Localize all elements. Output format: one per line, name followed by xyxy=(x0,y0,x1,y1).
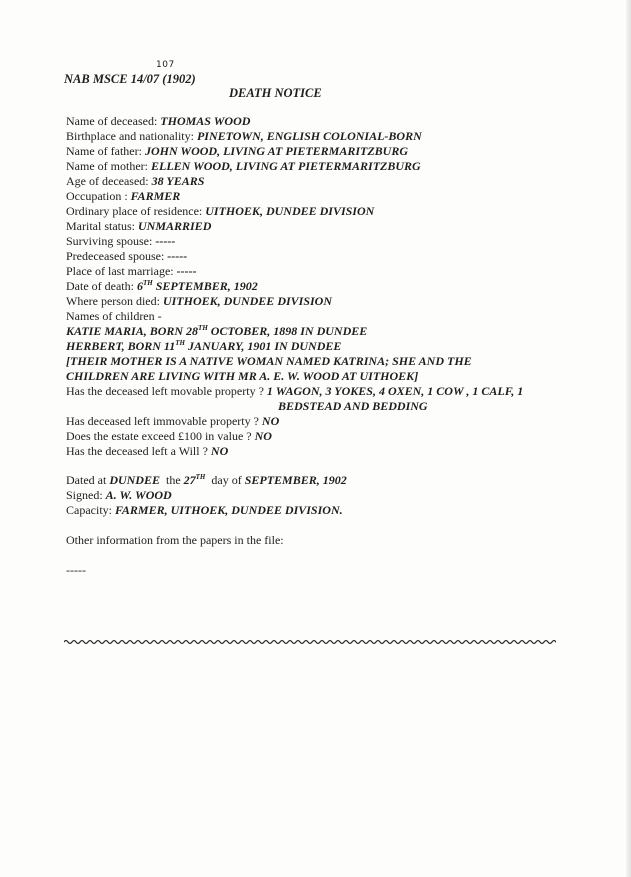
field-place-of-marriage: Place of last marriage: ----- xyxy=(66,264,197,278)
children-note-line-2: CHILDREN ARE LIVING WITH MR A. E. W. WOOD AT UITHOEK] xyxy=(66,369,419,383)
field-immovable-property: Has deceased left immovable property ? NO xyxy=(66,414,280,428)
other-information-label: Other information from the papers in the file: xyxy=(66,533,284,547)
field-name-of-deceased: Name of deceased: THOMAS WOOD xyxy=(66,114,251,128)
field-will: Has the deceased left a Will ? NO xyxy=(66,444,229,458)
child-katie-maria: KATIE MARIA, BORN 28TH OCTOBER, 1898 IN DUNDEE xyxy=(66,324,368,338)
field-capacity: Capacity: FARMER, UITHOEK, DUNDEE DIVISION. xyxy=(66,503,343,517)
field-dated: Dated at DUNDEE the 27TH day of SEPTEMBER, 1902 xyxy=(66,473,347,487)
field-movable-property: Has the deceased left movable property ? 1 WAGON, 3 YOKES, 4 OXEN, 1 COW , 1 CALF, 1 xyxy=(66,384,524,398)
page-title: DEATH NOTICE xyxy=(229,86,322,100)
field-birthplace: Birthplace and nationality: PINETOWN, ENGLISH COLONIAL-BORN xyxy=(66,129,422,143)
child-herbert: HERBERT, BORN 11TH JANUARY, 1901 IN DUNDEE xyxy=(66,339,342,353)
page-edge-shadow xyxy=(626,0,631,877)
wavy-divider xyxy=(64,638,556,646)
field-father: Name of father: JOHN WOOD, LIVING AT PIETERMARITZBURG xyxy=(66,144,409,158)
field-estate-value: Does the estate exceed £100 in value ? NO xyxy=(66,429,272,443)
field-children-label: Names of children - xyxy=(66,309,162,323)
field-mother: Name of mother: ELLEN WOOD, LIVING AT PIETERMARITZBURG xyxy=(66,159,421,173)
field-date-of-death: Date of death: 6TH SEPTEMBER, 1902 xyxy=(66,279,258,293)
children-note-line-1: [THEIR MOTHER IS A NATIVE WOMAN NAMED KATRINA; SHE AND THE xyxy=(66,354,472,368)
field-place-of-death: Where person died: UITHOEK, DUNDEE DIVISION xyxy=(66,294,332,308)
archive-reference: NAB MSCE 14/07 (1902) xyxy=(64,72,196,86)
field-residence: Ordinary place of residence: UITHOEK, DUNDEE DIVISION xyxy=(66,204,375,218)
field-movable-property-cont: BEDSTEAD AND BEDDING xyxy=(278,399,428,413)
handwritten-annotation: 107 xyxy=(156,60,175,70)
field-predeceased-spouse: Predeceased spouse: ----- xyxy=(66,249,188,263)
field-signed: Signed: A. W. WOOD xyxy=(66,488,172,502)
other-information-value: ----- xyxy=(66,563,86,577)
field-occupation: Occupation : FARMER xyxy=(66,189,181,203)
field-marital-status: Marital status: UNMARRIED xyxy=(66,219,212,233)
field-surviving-spouse: Surviving spouse: ----- xyxy=(66,234,176,248)
field-age: Age of deceased: 38 YEARS xyxy=(66,174,205,188)
